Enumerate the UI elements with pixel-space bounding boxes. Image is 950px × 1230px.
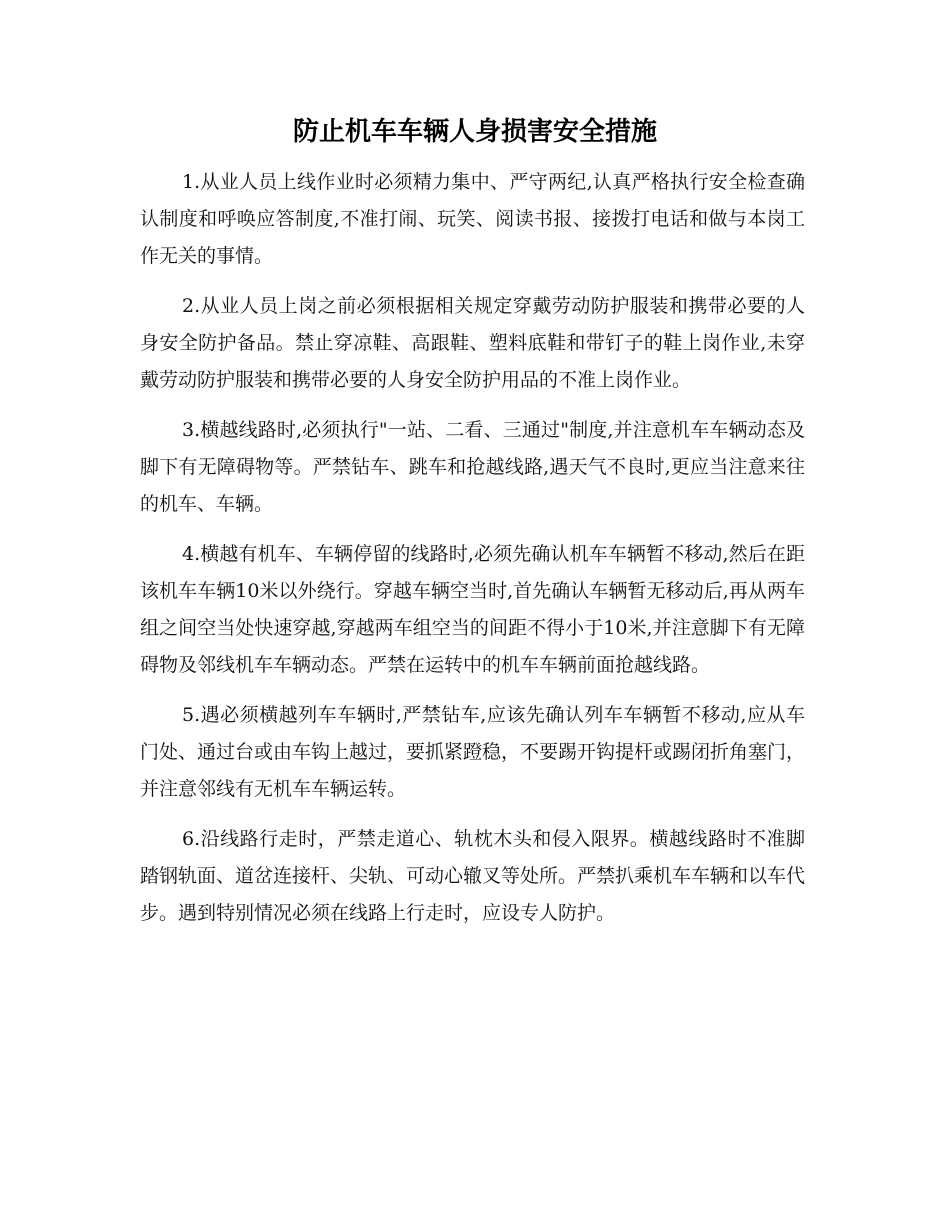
document-body — [140, 164, 805, 945]
paragraph-5: 5.遇必须横越列车车辆时,严禁钻车,应该先确认列车车辆暂不移动,应从车门处、通过台或由车钩上越过，要抓紧蹬稳，不要踢开钩提杆或踢闭折角塞门，并注意邻线有无机车车辆运转。 — [140, 704, 806, 800]
paragraph-2: 2.从业人员上岗之前必须根据相关规定穿戴劳动防护服装和携带必要的人身安全防护备品。禁止穿凉鞋、高跟鞋、塑料底鞋和带钉子的鞋上岗作业,未穿戴劳动防护服装和携带必要的人身安全防护用品的不准上岗作业。 — [140, 295, 805, 391]
paragraph-4: 4.横越有机车、车辆停留的线路时,必须先确认机车车辆暂不移动,然后在距该机车车辆10米以外绕行。穿越车辆空当时,首先确认车辆暂无移动后,再从两车组之间空当处快速穿越,穿越两车组空当的间距不得小于10米,并注意脚下有无障碍物及邻线机车车辆动态。严禁在运转中的机车车辆前面抢越线路。 — [140, 543, 805, 676]
document-title: 防止机车车辆人身损害安全措施 — [292, 117, 657, 147]
paragraph-3: 3.横越线路时,必须执行"一站、二看、三通过"制度,并注意机车车辆动态及脚下有无障碍物等。严禁钻车、跳车和抢越线路,遇天气不良时,更应当注意来往的机车、车辆。 — [140, 419, 805, 515]
paragraph-1: 1.从业人员上线作业时必须精力集中、严守两纪,认真严格执行安全检查确认制度和呼唤应答制度,不准打闹、玩笑、阅读书报、接拨打电话和做与本岗工作无关的事情。 — [140, 171, 805, 267]
paragraph-6: 6.沿线路行走时，严禁走道心、轨枕木头和侵入限界。横越线路时不准脚踏钢轨面、道岔连接杆、尖轨、可动心辙叉等处所。严禁扒乘机车车辆和以车代步。遇到特别情况必须在线路上行走时，应设专人防护。 — [140, 828, 806, 924]
